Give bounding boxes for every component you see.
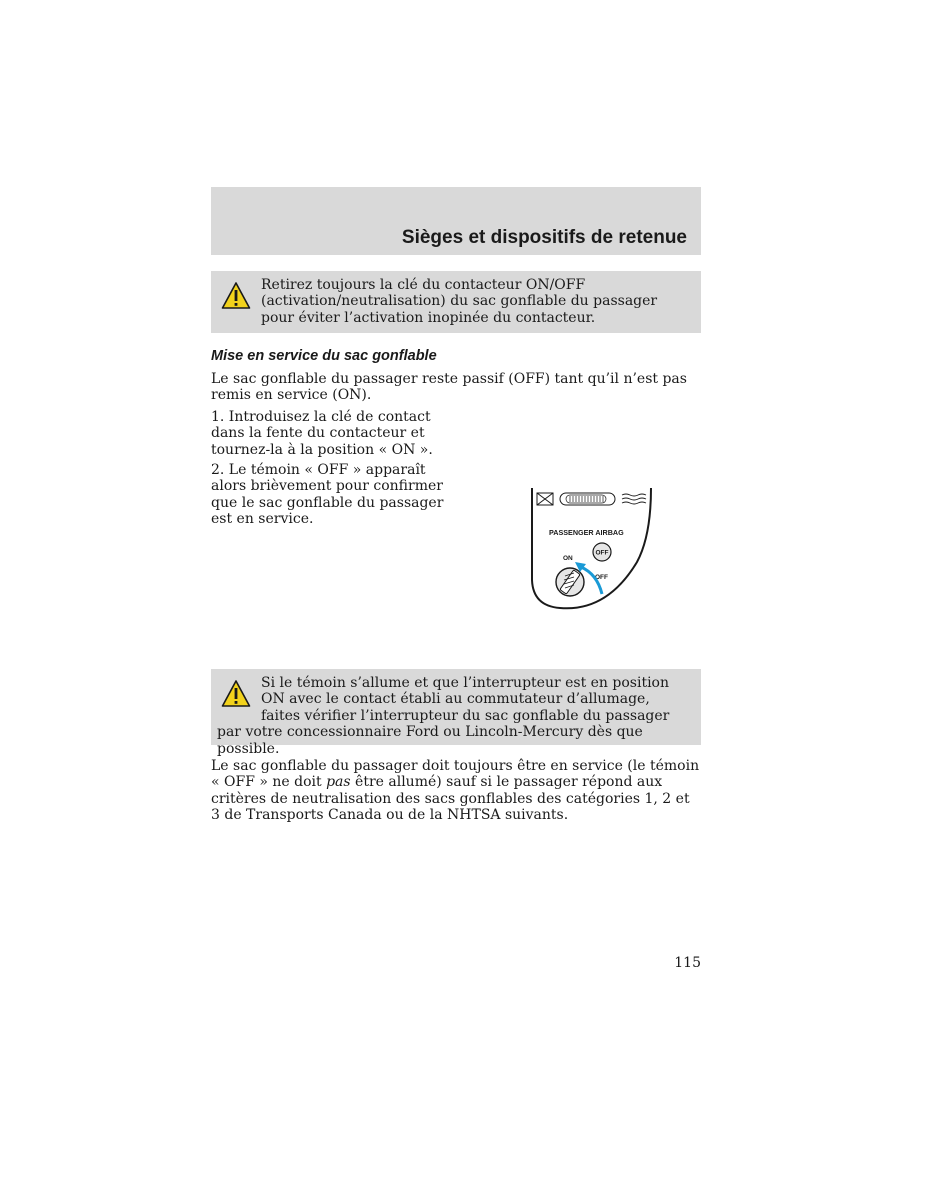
intro-paragraph: Le sac gonflable du passager reste passif (OFF) tant qu’il n’est pas remis en service (ON). [211,371,687,404]
section-heading: Mise en service du sac gonflable [211,348,437,364]
page-title: Sièges et dispositifs de retenue [401,227,687,248]
warning-text: Retirez toujours la clé du contacteur ON/OFF (activation/neutralisation) du sac gonflable du passager pour éviter l’activation inopinée du contacteur. [261,277,658,326]
warning-triangle-icon [221,281,251,311]
step-1-paragraph: 1. Introduisez la clé de contact dans la fente du contacteur et tournez-la à la position « ON ». [211,409,433,458]
closing-text-end: être allumé) sauf si le passager répond aux critères de neutralisation des sacs gonflables des catégories 1, 2 et 3 de Transports Canada ou de la NHTSA suivants. [211,774,690,823]
warning-triangle-icon [221,679,251,709]
closing-paragraph [211,758,701,823]
closing-text-emphasis: pas [326,774,351,791]
off-position-label: OFF [595,574,608,581]
key-switch-icon[interactable] [556,568,584,596]
warning-box-indicator [211,669,701,757]
step-2-paragraph: 2. Le témoin « OFF » apparaît alors brièvement pour confirmer que le sac gonflable du passager est en service. [211,462,444,527]
temperature-slider-icon [560,493,615,505]
recirculation-icon [537,493,553,505]
warning-box-key [211,271,701,333]
closing-text-start: Le sac gonflable du passager doit toujours être en service (le témoin « OFF » ne doit [211,758,700,791]
passenger-airbag-label: PASSENGER AIRBAG [549,528,624,537]
indicator-off-label: OFF [595,549,609,557]
airbag-switch-figure [525,484,655,614]
header-band [211,187,701,255]
warning-text: Si le témoin s’allume et que l’interrupteur est en position ON avec le contact établi au commutateur d’allumage, faites vérifier l’interrupteur du sac gonflable du passager par votre concessionnaire Ford ou Lincoln-Mercury dès que possible. [217,675,670,757]
airflow-icon [622,494,646,504]
page-number: 115 [674,955,701,971]
on-position-label: ON [563,555,573,562]
